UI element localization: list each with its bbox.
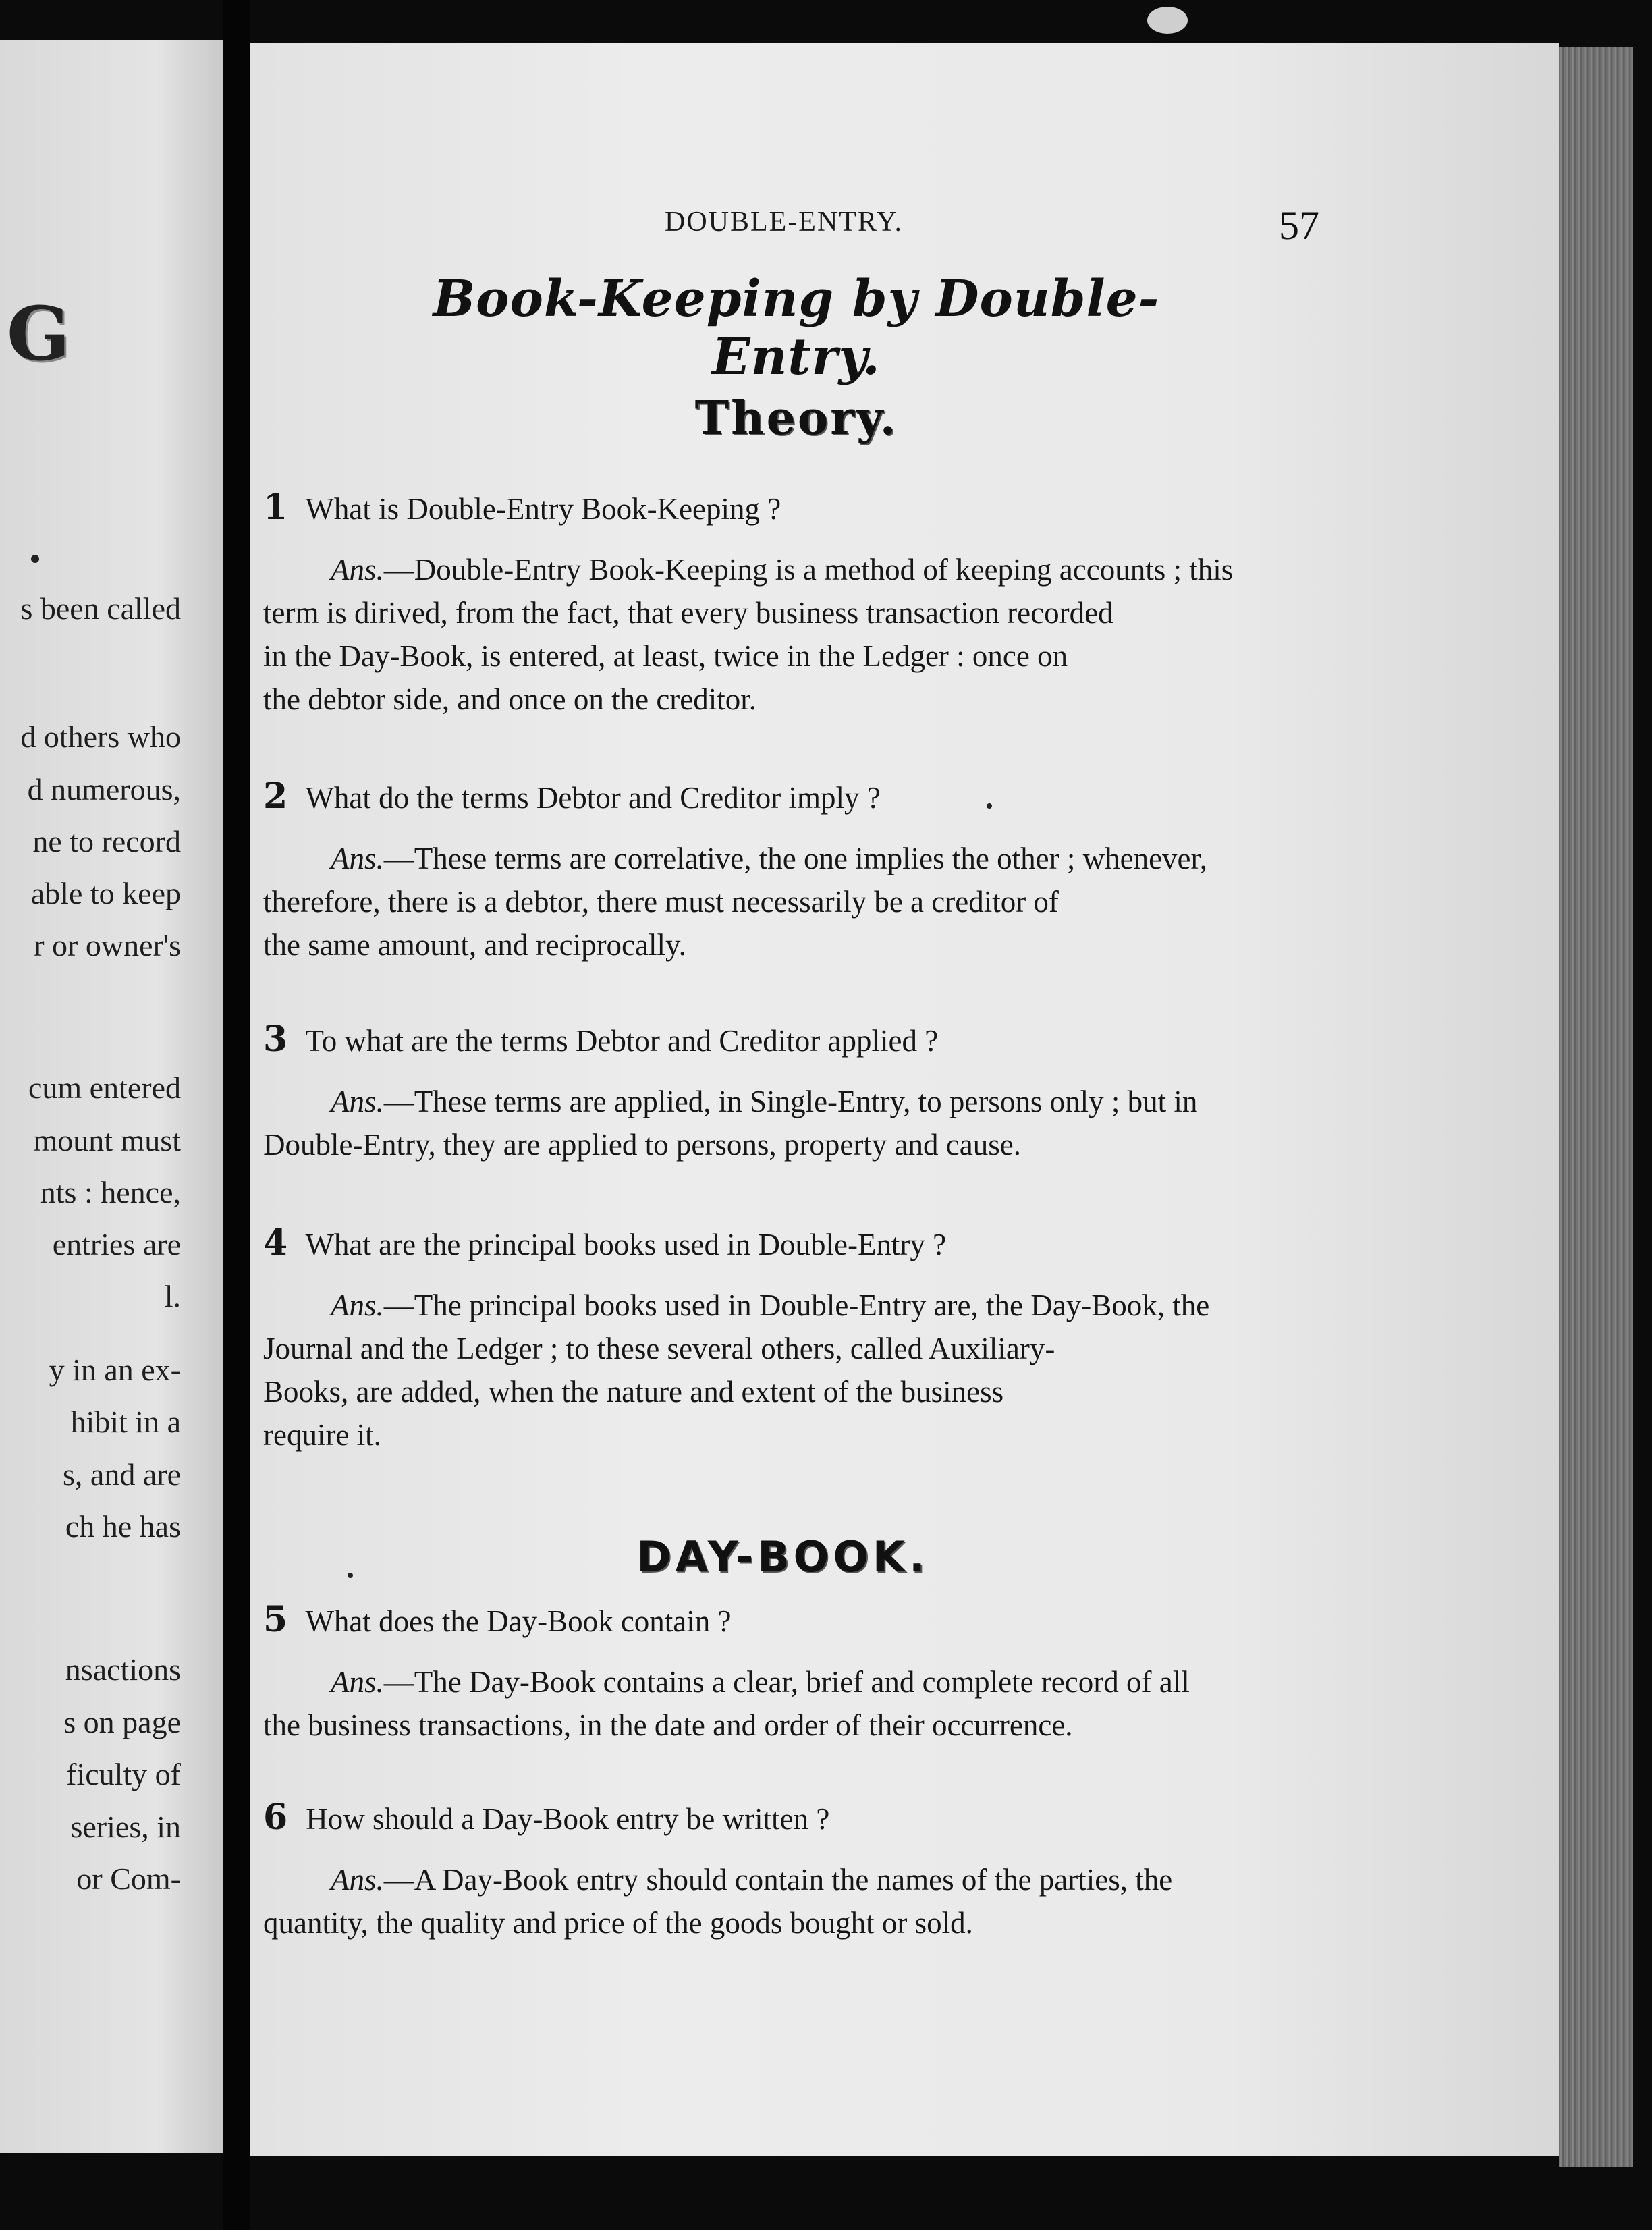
answer-line: require it. — [263, 1418, 381, 1452]
left-page-ornamental-letter: G — [7, 290, 73, 377]
answer-label: Ans. — [331, 1863, 384, 1897]
qa-item — [263, 1600, 1329, 1747]
qa-item — [263, 1797, 1329, 1945]
answer-line: Double-Entry, they are applied to persons, property and cause. — [263, 1128, 1021, 1162]
answer-text: —Double-Entry Book-Keeping is a method of keeping accounts ; this — [383, 553, 1234, 587]
question — [263, 1600, 1329, 1641]
left-page-line: y in an ex- — [49, 1353, 181, 1387]
question — [263, 1019, 1329, 1061]
question-text: What is Double-Entry Book-Keeping ? — [305, 492, 781, 526]
answer-line — [331, 1080, 1329, 1123]
page-tear-mark — [1147, 7, 1188, 34]
chapter-title: Book-Keeping by Double-Entry. — [433, 270, 1160, 386]
qa-item — [263, 487, 1329, 721]
answer-text: —The principal books used in Double-Entry are, the Day-Book, the — [383, 1288, 1210, 1322]
left-page-line: able to keep — [30, 876, 181, 910]
left-page-line: s, and are — [63, 1457, 181, 1492]
answer-label: Ans. — [331, 1288, 384, 1322]
question-number: 4 — [263, 1222, 288, 1263]
answer — [263, 1080, 1329, 1166]
qa-item — [263, 1019, 1329, 1166]
answer — [263, 1858, 1329, 1945]
book-spine-gutter — [223, 0, 250, 2230]
answer — [263, 548, 1329, 721]
answer-text: —The Day-Book contains a clear, brief and complete record of all — [383, 1665, 1190, 1699]
question-number: 5 — [263, 1599, 288, 1640]
left-page-line: s on page — [63, 1705, 181, 1739]
answer-label: Ans. — [331, 1665, 384, 1699]
question — [263, 1797, 1329, 1839]
answer-line — [331, 1858, 1329, 1901]
answer-text: —These terms are applied, in Single-Entry, to persons only ; but in — [383, 1085, 1198, 1118]
answer-line: term is dirived, from the fact, that every business transaction recorded — [263, 596, 1113, 630]
left-page-line: entries are — [52, 1227, 181, 1261]
answer-line — [331, 837, 1329, 880]
left-page-line: nts : hence, — [40, 1175, 181, 1209]
answer-line — [331, 548, 1329, 591]
left-page-line: nsactions — [65, 1652, 181, 1687]
left-page-line: series, in — [70, 1810, 181, 1844]
left-page-line: s been called — [20, 591, 181, 626]
left-page-line: r or owner's — [34, 928, 181, 962]
question — [263, 776, 1329, 818]
answer-label: Ans. — [331, 842, 384, 875]
answer-text: —A Day-Book entry should contain the names of the parties, the — [383, 1863, 1173, 1897]
answer-line: the same amount, and reciprocally. — [263, 928, 686, 962]
left-page-line: l. — [164, 1279, 181, 1313]
qa-item — [263, 1223, 1329, 1457]
left-page-line: ficulty of — [66, 1757, 181, 1791]
left-page-line: cum entered — [28, 1070, 181, 1105]
answer-label: Ans. — [331, 1085, 384, 1118]
left-page-bullet — [31, 555, 39, 563]
question-text: What are the principal books used in Double-Entry ? — [305, 1228, 947, 1261]
running-header: DOUBLE-ENTRY. — [665, 207, 904, 238]
question-text: To what are the terms Debtor and Creditor applied ? — [305, 1024, 939, 1058]
answer-line: the business transactions, in the date and order of their occurrence. — [263, 1708, 1073, 1742]
print-speck — [348, 1573, 353, 1578]
left-page-line: ne to record — [32, 824, 181, 859]
left-page-line: ch he has — [65, 1509, 181, 1544]
left-page-line: hibit in a — [70, 1405, 181, 1439]
answer — [263, 1660, 1329, 1747]
answer-line: quantity, the quality and price of the goods bought or sold. — [263, 1906, 973, 1940]
answer-line: Journal and the Ledger ; to these several others, called Auxiliary- — [263, 1332, 1055, 1365]
question-number: 2 — [263, 776, 288, 817]
section-heading-theory: Theory. — [694, 391, 898, 445]
left-page-line: or Com- — [76, 1861, 181, 1896]
question-text: What does the Day-Book contain ? — [305, 1604, 732, 1638]
question-text: What do the terms Debtor and Creditor imply ? — [305, 781, 881, 815]
answer — [263, 1284, 1329, 1457]
answer-text: —These terms are correlative, the one implies the other ; whenever, — [383, 842, 1207, 875]
answer-line: in the Day-Book, is entered, at least, twice in the Ledger : once on — [263, 639, 1068, 673]
answer-line — [331, 1284, 1329, 1327]
question — [263, 487, 1329, 529]
left-page-line: d others who — [20, 719, 181, 754]
question-number: 6 — [263, 1797, 288, 1838]
qa-item — [263, 776, 1329, 967]
answer-line — [331, 1660, 1329, 1704]
print-speck — [987, 803, 992, 809]
page-block-edge — [1559, 47, 1633, 2167]
question-number: 3 — [263, 1018, 288, 1060]
answer-line: the debtor side, and once on the creditor. — [263, 682, 757, 716]
answer-label: Ans. — [331, 553, 384, 587]
previous-page-fragment — [0, 40, 223, 2153]
answer — [263, 837, 1329, 967]
question-number: 1 — [263, 487, 288, 528]
section-heading-day-book: DAY-BOOK. — [636, 1532, 929, 1581]
answer-line: Books, are added, when the nature and extent of the business — [263, 1375, 1004, 1409]
left-page-line: mount must — [33, 1123, 181, 1158]
question-text: How should a Day-Book entry be written ? — [306, 1802, 830, 1836]
page-number: 57 — [1279, 203, 1319, 248]
left-page-line: d numerous, — [27, 772, 181, 807]
question — [263, 1223, 1329, 1265]
answer-line: therefore, there is a debtor, there must necessarily be a creditor of — [263, 885, 1059, 919]
